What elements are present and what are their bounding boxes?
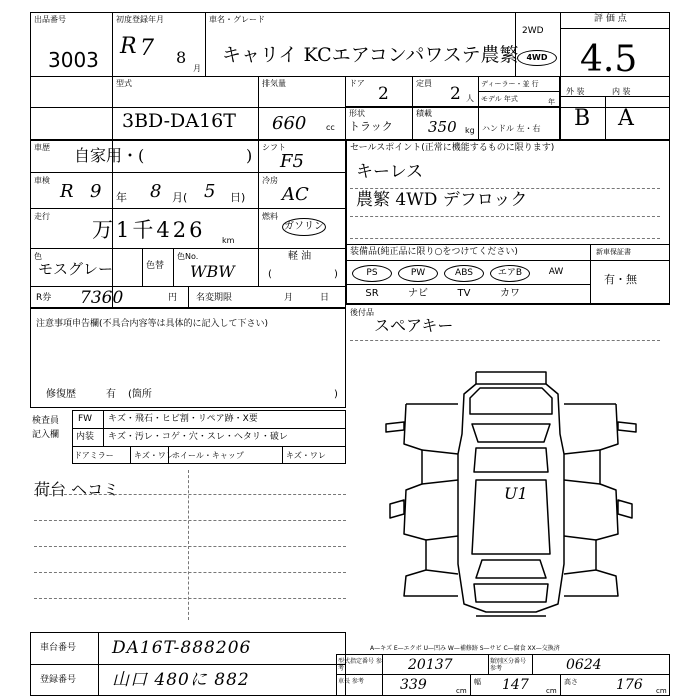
color-no-label: 色No.	[177, 252, 199, 261]
disp-label: 排気量	[262, 79, 286, 88]
shape-label: 形状	[349, 109, 365, 118]
int-row-text: キズ・汚レ・コゲ・穴・スレ・ヘタリ・破レ	[108, 432, 288, 442]
ext-value: B	[574, 106, 591, 131]
score-value: 4.5	[580, 39, 638, 80]
reg-month: 8	[176, 48, 187, 67]
shift-label: シフト	[262, 143, 286, 152]
length-value: 339	[400, 677, 427, 693]
equip-item2-1: ナビ	[408, 288, 428, 299]
report-label: 注意事項申告欄(不具合内容等は具体的に記入して下さい)	[36, 319, 269, 329]
equip-item-4: AW	[548, 267, 564, 277]
height-value: 176	[616, 677, 643, 693]
model-year-unit: 年	[548, 98, 555, 106]
sales-point-1: キーレス	[356, 162, 424, 182]
int-value: A	[618, 106, 634, 131]
ext-label: 外 装	[566, 87, 585, 96]
repair-loc: (箇所	[128, 389, 152, 400]
wheel-label: ホイール・キャップ	[172, 451, 244, 460]
tax-value: 7360	[80, 288, 124, 308]
ac-label: 冷房	[262, 176, 278, 185]
model-label: 型式	[116, 79, 132, 88]
mirror-text: キズ・ワレ	[134, 451, 174, 460]
car-name-label: 車名・グレード	[209, 15, 265, 24]
color-change-label: 色替	[146, 261, 165, 271]
aftermarket-label: 後付品	[350, 308, 374, 317]
inspect-month-unit: 月(	[172, 191, 188, 204]
int-row-label: 内装	[76, 432, 95, 442]
reg-year: 7	[140, 36, 154, 61]
model-value: 3BD-DA16T	[122, 110, 236, 132]
equip-item-3: エアB	[490, 265, 530, 282]
height-unit: cm	[656, 687, 667, 695]
door-label: ドア	[349, 79, 365, 88]
length-label: 車長 参考	[338, 678, 364, 685]
color-label: 色	[34, 252, 42, 261]
wheel-text: キズ・ワレ	[286, 451, 326, 460]
history-label: 車歴	[34, 143, 50, 152]
load-unit: kg	[465, 126, 475, 135]
mileage-unit: km	[222, 236, 235, 245]
sales-points-label: セールスポイント(正常に機能するものに限ります)	[350, 143, 555, 153]
equip-label: 装備品(純正品に限り○をつけてください)	[350, 247, 518, 257]
owner-day: 日	[320, 293, 330, 303]
sales-point-2: 農繁 4WD デフロック	[356, 190, 528, 210]
plate-value: 山口 480に 882	[112, 670, 250, 690]
repair-label: 修復歴	[46, 389, 76, 400]
mirror-label: ドアミラー	[74, 451, 114, 460]
car-name-value: キャリイ KCエアコンパワステ農繁	[222, 44, 519, 66]
inspect-day: 5	[204, 181, 216, 202]
inspect-month: 8	[150, 181, 162, 202]
inspect-day-unit: 日)	[230, 191, 246, 204]
fw-label: FW	[78, 414, 93, 424]
reg-era: R	[120, 34, 137, 59]
reg-date-label: 初度登録年月	[116, 15, 164, 24]
equip-item2-2: TV	[457, 288, 471, 299]
auction-sheet: 出品番号 3003 初度登録年月 R 7 8 月 車名・グレード キャリイ KCエアコンパワステ農繁 2WD 4WD 評 価 点 4.5 型式 3BD-DA16T 排気量 660 cc ドア 2 定員 2 人 ディーラー・並 行 モデル 年式 年 形状 トラック 積載 350 kg ハンドル 左・右 外 装 内 装 B A 車歴 自家用・( ) シフト F5 車検 R 9 年 8 月( 5 日) 冷房 AC 走行 万1千426 km 燃料 ガソリン 軽 油 ( ) 色 モスグレー 色替 色No. WBW R券 7360 円 名変期限 月 日 セールスポイント(正常に機能するものに限ります) キーレス 農繁 4WD デフロック 装備品(純正品に限り○をつけてください) 新車保証書 PS PW ABS エアB AW SR ナビ TV カワ 有・無 後付品 スペアキー 注意事項申告欄(不具合内容等は具体的に記入して下さい) 修復歴 有 (箇所 ) 検査員 記入欄 FW キズ・飛石・ヒビ割・リペア跡・X要 内装 キズ・汚レ・コゲ・穴・スレ・ヘタリ・破レ ドアミラー キズ・ワレ ホイール・キャップ キズ・ワレ 荷台 ヘコミ U1 A—キズ E—エクボ U—凹み W—補修跡 S—サビ C—腐食 XX—交換済 車台番号 DA16T-888206 登録番号 山口 480に 882 型式指定番号 参考 20137 類別区分番号 参考 0624 車長 参考 339 cm 幅 147 cm 高さ 176 cm	[0, 0, 700, 700]
length-unit: cm	[456, 687, 467, 695]
inspector-label: 検査員 記入欄	[32, 416, 60, 440]
lot-label: 出品番号	[34, 15, 66, 24]
handle-label: ハンドル 左・右	[482, 124, 541, 133]
score-label: 評 価 点	[594, 14, 627, 24]
height-label: 高さ	[564, 678, 578, 686]
tax-unit: 円	[168, 293, 178, 303]
class-label: 類別区分番号 参考	[490, 658, 527, 672]
equip-item2-3: カワ	[500, 288, 520, 299]
load-value: 350	[428, 118, 457, 136]
equip-item-1: PW	[398, 265, 438, 282]
chassis-label: 車台番号	[40, 643, 77, 653]
width-value: 147	[502, 677, 529, 693]
inspect-label: 車検	[34, 176, 50, 185]
door-value: 2	[378, 84, 389, 104]
width-unit: cm	[546, 687, 557, 695]
car-diagram	[376, 364, 646, 624]
fuel-light: 軽 油	[288, 251, 312, 262]
inspect-era: R	[60, 181, 74, 202]
cap-value: 2	[450, 84, 461, 104]
ac-value: AC	[282, 184, 309, 205]
color-no-value: WBW	[190, 262, 235, 281]
lot-number: 3003	[48, 48, 99, 72]
disp-unit: cc	[326, 123, 335, 132]
history-close: )	[246, 146, 253, 165]
plate-label: 登録番号	[40, 675, 77, 685]
owner-change-label: 名変期限	[196, 293, 233, 303]
repair-value: 有	[106, 389, 116, 400]
equip-item-0: PS	[352, 265, 392, 282]
dealer-label: ディーラー・並 行	[481, 80, 539, 88]
class-value: 0624	[566, 657, 602, 673]
mileage-label: 走行	[34, 212, 50, 221]
cap-unit: 人	[466, 94, 474, 103]
cap-label: 定員	[416, 79, 432, 88]
fuel-label: 燃料	[262, 212, 278, 221]
fuel-value: ガソリン	[284, 221, 324, 232]
damage-legend: A—キズ E—エクボ U—凹み W—補修跡 S—サビ C—腐食 XX—交換済	[370, 645, 560, 652]
warranty-value: 有・無	[604, 273, 637, 286]
drive-2wd: 2WD	[522, 26, 544, 36]
fuel-value-circle	[282, 218, 326, 236]
damage-mark-u1: U1	[504, 484, 528, 503]
repair-close: )	[334, 389, 338, 400]
type-cert-value: 20137	[408, 657, 453, 673]
equip-item-2: ABS	[444, 265, 484, 282]
type-cert-label: 型式指定番号 参考	[338, 658, 382, 672]
owner-month: 月	[284, 293, 294, 303]
width-label: 幅	[474, 678, 481, 686]
history-value: 自家用・(	[74, 146, 145, 165]
fw-text: キズ・飛石・ヒビ割・リペア跡・X要	[108, 414, 258, 424]
drive-4wd: 4WD	[526, 53, 548, 62]
newcar-label: 新車保証書	[596, 248, 631, 256]
model-year-label: モデル 年式	[481, 95, 518, 103]
chassis-value: DA16T-888206	[112, 638, 252, 658]
shift-value: F5	[280, 151, 304, 172]
handwritten-note: 荷台 ヘコミ	[34, 480, 120, 499]
aftermarket-value: スペアキー	[374, 316, 454, 335]
inspect-year-unit: 年	[116, 191, 127, 204]
equip-item2-0: SR	[365, 288, 379, 299]
tax-label: R券	[36, 293, 52, 303]
mileage-value: 万1千426	[92, 218, 206, 242]
inspect-year: 9	[90, 181, 102, 202]
drive-4wd-circle	[517, 50, 557, 66]
disp-value: 660	[272, 113, 307, 134]
reg-month-unit: 月	[193, 64, 201, 73]
shape-value: トラック	[349, 120, 393, 133]
color-value: モスグレー	[38, 260, 114, 278]
int-label: 内 装	[612, 87, 631, 96]
load-label: 積載	[416, 109, 432, 118]
